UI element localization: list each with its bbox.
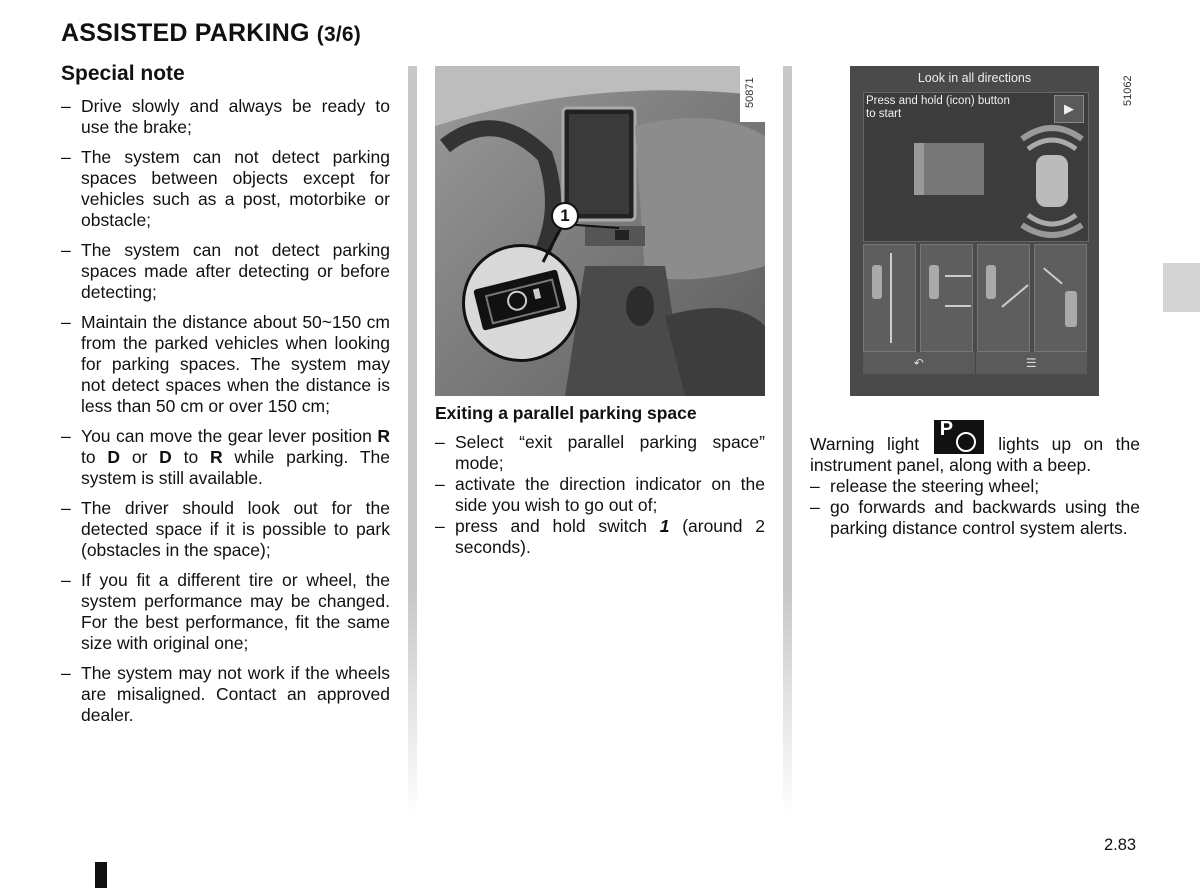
list-item: – release the steering wheel;	[810, 476, 1140, 497]
mode-option-exit[interactable]	[1034, 244, 1087, 352]
car-sensor-graphic	[1012, 121, 1092, 241]
chapter-tab	[1163, 263, 1200, 312]
dashboard-figure	[435, 66, 765, 396]
warning-intro	[810, 420, 1140, 476]
figure-code: 51062	[1122, 75, 1134, 106]
list-item: – If you fit a different tire or wheel, the system performance may be changed. For the best performance, fit the same size with original one;	[61, 570, 390, 654]
warning-intro-before: Warning light	[810, 434, 920, 454]
page-marker	[95, 862, 107, 888]
screen-top-text: Look in all directions	[917, 71, 1032, 85]
exit-steps-list	[435, 432, 765, 558]
menu-icon[interactable]: ☰	[1025, 356, 1037, 370]
parking-assist-warning-icon: P	[934, 420, 984, 454]
mode-option-perpendicular[interactable]	[920, 244, 973, 352]
warning-light-column	[810, 420, 1140, 539]
screen-prompt: Press and hold (icon) button to start	[866, 95, 1010, 120]
parking-space-graphic	[914, 143, 984, 195]
list-item: – Select “exit parallel parking space” mode;	[435, 432, 765, 474]
page-number: 2.83	[1104, 836, 1137, 854]
back-arrow-icon[interactable]: ↶	[863, 352, 976, 374]
list-item: – Drive slowly and always be ready to use the brake;	[61, 96, 390, 138]
column-separator	[408, 66, 417, 816]
title-main: ASSISTED PARKING	[61, 19, 310, 47]
warning-steps-list	[810, 476, 1140, 539]
screen-bottom-bar	[863, 352, 1087, 374]
list-item: – The system can not detect parking spaces made after detecting or before detecting;	[61, 240, 390, 303]
list-item: – Maintain the distance about 50~150 cm from the parked vehicles when looking for parking spaces. The system may not detect spaces when the distance is less than 50 cm or over 150 cm;	[61, 312, 390, 417]
special-note-column	[61, 96, 390, 735]
section-heading: Special note	[61, 62, 185, 85]
list-item: – The driver should look out for the detected space if it is possible to park (obstacles in the space);	[61, 498, 390, 561]
special-note-list	[61, 96, 390, 726]
list-item: – The system can not detect parking spaces between objects except for vehicles such as a post, motorbike or obstacle;	[61, 147, 390, 231]
mode-option-parallel[interactable]	[863, 244, 916, 352]
list-item: – activate the direction indicator on the side you wish to go out of;	[435, 474, 765, 516]
column-separator	[783, 66, 792, 816]
list-item: – The system may not work if the wheels are misaligned. Contact an approved dealer.	[61, 663, 390, 726]
exit-parallel-heading: Exiting a parallel parking space	[435, 403, 697, 423]
figure-code: 50871	[744, 77, 756, 108]
screen-panel	[863, 92, 1089, 242]
callout-leader	[435, 66, 765, 396]
speaker-icon: ▶	[1054, 95, 1084, 123]
warning-intro-after: lights up on the instrument panel, along with a beep.	[810, 434, 1140, 475]
parking-screen-figure	[850, 66, 1099, 396]
list-item: – press and hold switch 1 (around 2 seconds).	[435, 516, 765, 558]
title-suffix: (3/6)	[316, 23, 361, 46]
page-title	[61, 19, 361, 48]
callout-1: 1	[551, 202, 579, 230]
exit-parallel-column	[435, 432, 765, 558]
mode-options-row	[863, 244, 1087, 352]
list-item: – You can move the gear lever position R to D or D to R while parking. The system is still available.	[61, 426, 390, 489]
list-item: – go forwards and backwards using the parking distance control system alerts.	[810, 497, 1140, 539]
mode-option-angled[interactable]	[977, 244, 1030, 352]
